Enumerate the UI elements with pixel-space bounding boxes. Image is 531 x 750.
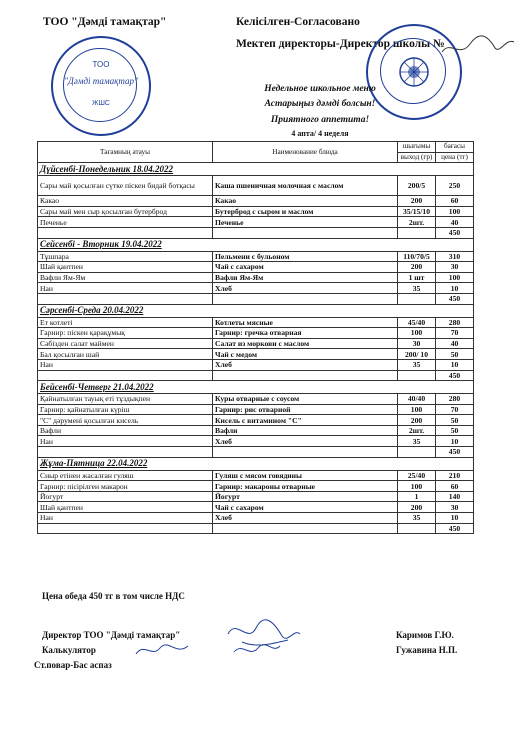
- dish-price: 100: [436, 272, 474, 283]
- dish-yield: 100: [398, 328, 436, 339]
- dish-ru: Печенье: [213, 217, 398, 228]
- dish-ru: Кисель с витамином "С": [213, 415, 398, 426]
- dish-kz: Тұшпара: [38, 251, 213, 262]
- dish-price: 280: [436, 394, 474, 405]
- col-yield-ru: выход (гр): [398, 152, 436, 163]
- dish-ru: Гарнир: рис отварной: [213, 404, 398, 415]
- dish-yield: 45/40: [398, 317, 436, 328]
- dish-yield: 2шт.: [398, 425, 436, 436]
- dish-kz: Шай қантпен: [38, 262, 213, 273]
- approval-role: Мектеп директоры-Директор школы №: [236, 38, 445, 50]
- dish-kz: Нан: [38, 359, 213, 370]
- dish-kz: Гарнир: қайнатылған күріш: [38, 404, 213, 415]
- dish-price: 10: [436, 359, 474, 370]
- dish-ru: Чай с сахаром: [213, 502, 398, 513]
- dish-kz: Какао: [38, 196, 213, 207]
- price-note: Цена обеда 450 тг в том числе НДС: [42, 591, 185, 601]
- empty-cell: [213, 227, 398, 238]
- dish-ru: Гарнир: макароны отварные: [213, 481, 398, 492]
- dish-kz: Гарнир: пісірілген макарон: [38, 481, 213, 492]
- dish-yield: 35: [398, 359, 436, 370]
- dish-price: 30: [436, 502, 474, 513]
- day-total-row: [38, 293, 474, 304]
- stamp-bottom: ЖШС: [92, 100, 110, 107]
- dish-kz: Нан: [38, 436, 213, 447]
- dish-yield: 35: [398, 436, 436, 447]
- day-title: Дүйсенбі-Понедельник 18.04.2022: [38, 163, 474, 176]
- dish-kz: Вафли: [38, 425, 213, 436]
- dish-kz: Ет котлеті: [38, 317, 213, 328]
- table-row: [38, 491, 474, 502]
- dish-yield: 2шт.: [398, 217, 436, 228]
- dish-price: 10: [436, 436, 474, 447]
- director-name: Каримов Г.Ю.: [396, 630, 454, 640]
- dish-price: 280: [436, 317, 474, 328]
- table-row: [38, 251, 474, 262]
- dish-yield: 1: [398, 491, 436, 502]
- approval-signature: [440, 30, 520, 60]
- table-row: [38, 425, 474, 436]
- empty-cell: [398, 227, 436, 238]
- day-total: 450: [436, 293, 474, 304]
- dish-ru: Чай с сахаром: [213, 262, 398, 273]
- table-row: [38, 206, 474, 217]
- dish-yield: 200: [398, 415, 436, 426]
- dish-yield: 30: [398, 338, 436, 349]
- menu-table: [37, 141, 474, 534]
- dish-price: 310: [436, 251, 474, 262]
- empty-cell: [38, 370, 213, 381]
- empty-cell: [213, 447, 398, 458]
- day-total-row: [38, 370, 474, 381]
- day-section-row: [38, 163, 474, 176]
- week-label: 4 апта/ 4 неделя: [291, 129, 349, 138]
- table-row: [38, 470, 474, 481]
- empty-cell: [38, 447, 213, 458]
- dish-price: 50: [436, 425, 474, 436]
- dish-kz: Сәбізден салат маймен: [38, 338, 213, 349]
- dish-yield: 25/40: [398, 470, 436, 481]
- empty-cell: [398, 370, 436, 381]
- dish-ru: Йогурт: [213, 491, 398, 502]
- day-title: Сейсенбі - Вторник 19.04.2022: [38, 238, 474, 251]
- dish-yield: 100: [398, 481, 436, 492]
- dish-price: 60: [436, 481, 474, 492]
- dish-yield: 200: [398, 502, 436, 513]
- empty-cell: [38, 227, 213, 238]
- stamp-top: ТОО: [92, 60, 110, 69]
- empty-cell: [38, 523, 213, 534]
- dish-yield: 1 шт: [398, 272, 436, 283]
- dish-ru: Гарнир: гречка отварная: [213, 328, 398, 339]
- dish-ru: Куры отварные с соусом: [213, 394, 398, 405]
- day-total: 450: [436, 227, 474, 238]
- dish-kz: Нан: [38, 513, 213, 524]
- empty-cell: [398, 447, 436, 458]
- table-row: [38, 359, 474, 370]
- dish-price: 10: [436, 283, 474, 294]
- table-row: [38, 317, 474, 328]
- dish-kz: Йогурт: [38, 491, 213, 502]
- table-row: [38, 338, 474, 349]
- empty-cell: [398, 523, 436, 534]
- menu-title: Недельное школьное меню: [264, 84, 376, 94]
- day-total-row: [38, 227, 474, 238]
- day-title: Сәрсенбі-Среда 20.04.2022: [38, 304, 474, 317]
- dish-kz: Нан: [38, 283, 213, 294]
- dish-kz: Печенье: [38, 217, 213, 228]
- dish-ru: Хлеб: [213, 359, 398, 370]
- table-row: [38, 262, 474, 273]
- day-section-row: [38, 381, 474, 394]
- dish-price: 60: [436, 196, 474, 207]
- accountant-name: Гужавина Н.П.: [396, 645, 458, 655]
- table-row: [38, 404, 474, 415]
- dish-ru: Салат из моркови с маслом: [213, 338, 398, 349]
- dish-ru: Хлеб: [213, 283, 398, 294]
- dish-ru: Хлеб: [213, 513, 398, 524]
- cook-label: Ст.повар-Бас аспаз: [34, 660, 112, 670]
- dish-ru: Пельмени с бульоном: [213, 251, 398, 262]
- dish-kz: Шай қантпен: [38, 502, 213, 513]
- col-ru-name: Наименование блюда: [213, 142, 398, 163]
- dish-kz: Гарнир: піскен қарақұмық: [38, 328, 213, 339]
- dish-ru: Каша пшеничная молочная с маслом: [213, 176, 398, 196]
- greeting-ru: Приятного аппетита!: [270, 115, 370, 125]
- dish-kz: Сиыр етінен жасалған гуляш: [38, 470, 213, 481]
- dish-yield: 200: [398, 262, 436, 273]
- dish-price: 10: [436, 513, 474, 524]
- day-total: 450: [436, 447, 474, 458]
- dish-kz: Бал қосылған шай: [38, 349, 213, 360]
- director-label: Директор ТОО "Дәмді тамақтар": [42, 630, 181, 640]
- col-kz-name: Тағамның атауы: [38, 142, 213, 163]
- dish-price: 70: [436, 404, 474, 415]
- dish-yield: 110/70/5: [398, 251, 436, 262]
- dish-price: 210: [436, 470, 474, 481]
- dish-kz: "С" дәрумені қосылған кисель: [38, 415, 213, 426]
- table-row: [38, 513, 474, 524]
- stamp-name: "Дәмді тамақтар": [64, 76, 138, 86]
- dish-ru: Чай с медом: [213, 349, 398, 360]
- table-row: [38, 436, 474, 447]
- col-yield-kz: шығымы: [398, 142, 436, 153]
- dish-price: 30: [436, 262, 474, 273]
- dish-price: 40: [436, 338, 474, 349]
- dish-ru: Вафли: [213, 425, 398, 436]
- dish-kz: Қайнатылған тауық еті тұздықпен: [38, 394, 213, 405]
- dish-ru: Какао: [213, 196, 398, 207]
- table-row: [38, 196, 474, 207]
- dish-ru: Гуляш с мясом говядины: [213, 470, 398, 481]
- dish-yield: 35: [398, 283, 436, 294]
- dish-kz: Сары май мен сыр қосылған бутерброд: [38, 206, 213, 217]
- dish-yield: 40/40: [398, 394, 436, 405]
- dish-price: 100: [436, 206, 474, 217]
- accountant-label: Калькулятор: [42, 645, 96, 655]
- empty-cell: [398, 293, 436, 304]
- table-row: [38, 502, 474, 513]
- dish-ru: Вафли Ям-Ям: [213, 272, 398, 283]
- empty-cell: [213, 370, 398, 381]
- dish-yield: 35: [398, 513, 436, 524]
- greeting-kz: Астарыңыз дәмді болсын!: [264, 99, 376, 109]
- day-total: 450: [436, 523, 474, 534]
- dish-price: 250: [436, 176, 474, 196]
- company-stamp: [51, 36, 151, 136]
- day-title: Жұма-Пятница 22.04.2022: [38, 457, 474, 470]
- approval-title: Келісілген-Согласовано: [236, 16, 360, 28]
- empty-cell: [213, 523, 398, 534]
- table-row: [38, 328, 474, 339]
- table-row: [38, 176, 474, 196]
- empty-cell: [38, 293, 213, 304]
- day-total-row: [38, 523, 474, 534]
- dish-yield: 200/5: [398, 176, 436, 196]
- empty-cell: [213, 293, 398, 304]
- cook-signature: [232, 640, 282, 660]
- dish-yield: 35/15/10: [398, 206, 436, 217]
- table-header-row-1: [38, 142, 474, 153]
- col-price-kz: бағасы: [436, 142, 474, 153]
- col-price-ru: цена (тг): [436, 152, 474, 163]
- table-row: [38, 272, 474, 283]
- dish-ru: Хлеб: [213, 436, 398, 447]
- table-row: [38, 349, 474, 360]
- dish-price: 70: [436, 328, 474, 339]
- table-row: [38, 283, 474, 294]
- company-name: ТОО "Дәмді тамақтар": [43, 16, 167, 28]
- table-row: [38, 415, 474, 426]
- accountant-signature: [132, 638, 192, 662]
- day-total-row: [38, 447, 474, 458]
- day-section-row: [38, 304, 474, 317]
- table-row: [38, 394, 474, 405]
- dish-yield: 200: [398, 196, 436, 207]
- dish-ru: Котлеты мясные: [213, 317, 398, 328]
- dish-kz: Сары май қосылған сүтке піскен бидай ботқасы: [38, 176, 213, 196]
- day-title: Бейсенбі-Четверг 21.04.2022: [38, 381, 474, 394]
- day-total: 450: [436, 370, 474, 381]
- day-section-row: [38, 238, 474, 251]
- dish-price: 50: [436, 349, 474, 360]
- table-row: [38, 481, 474, 492]
- dish-yield: 100: [398, 404, 436, 415]
- dish-ru: Бутерброд с сыром и маслом: [213, 206, 398, 217]
- table-row: [38, 217, 474, 228]
- day-section-row: [38, 457, 474, 470]
- dish-price: 40: [436, 217, 474, 228]
- dish-kz: Вафли Ям-Ям: [38, 272, 213, 283]
- dish-yield: 200/ 10: [398, 349, 436, 360]
- dish-price: 50: [436, 415, 474, 426]
- dish-price: 140: [436, 491, 474, 502]
